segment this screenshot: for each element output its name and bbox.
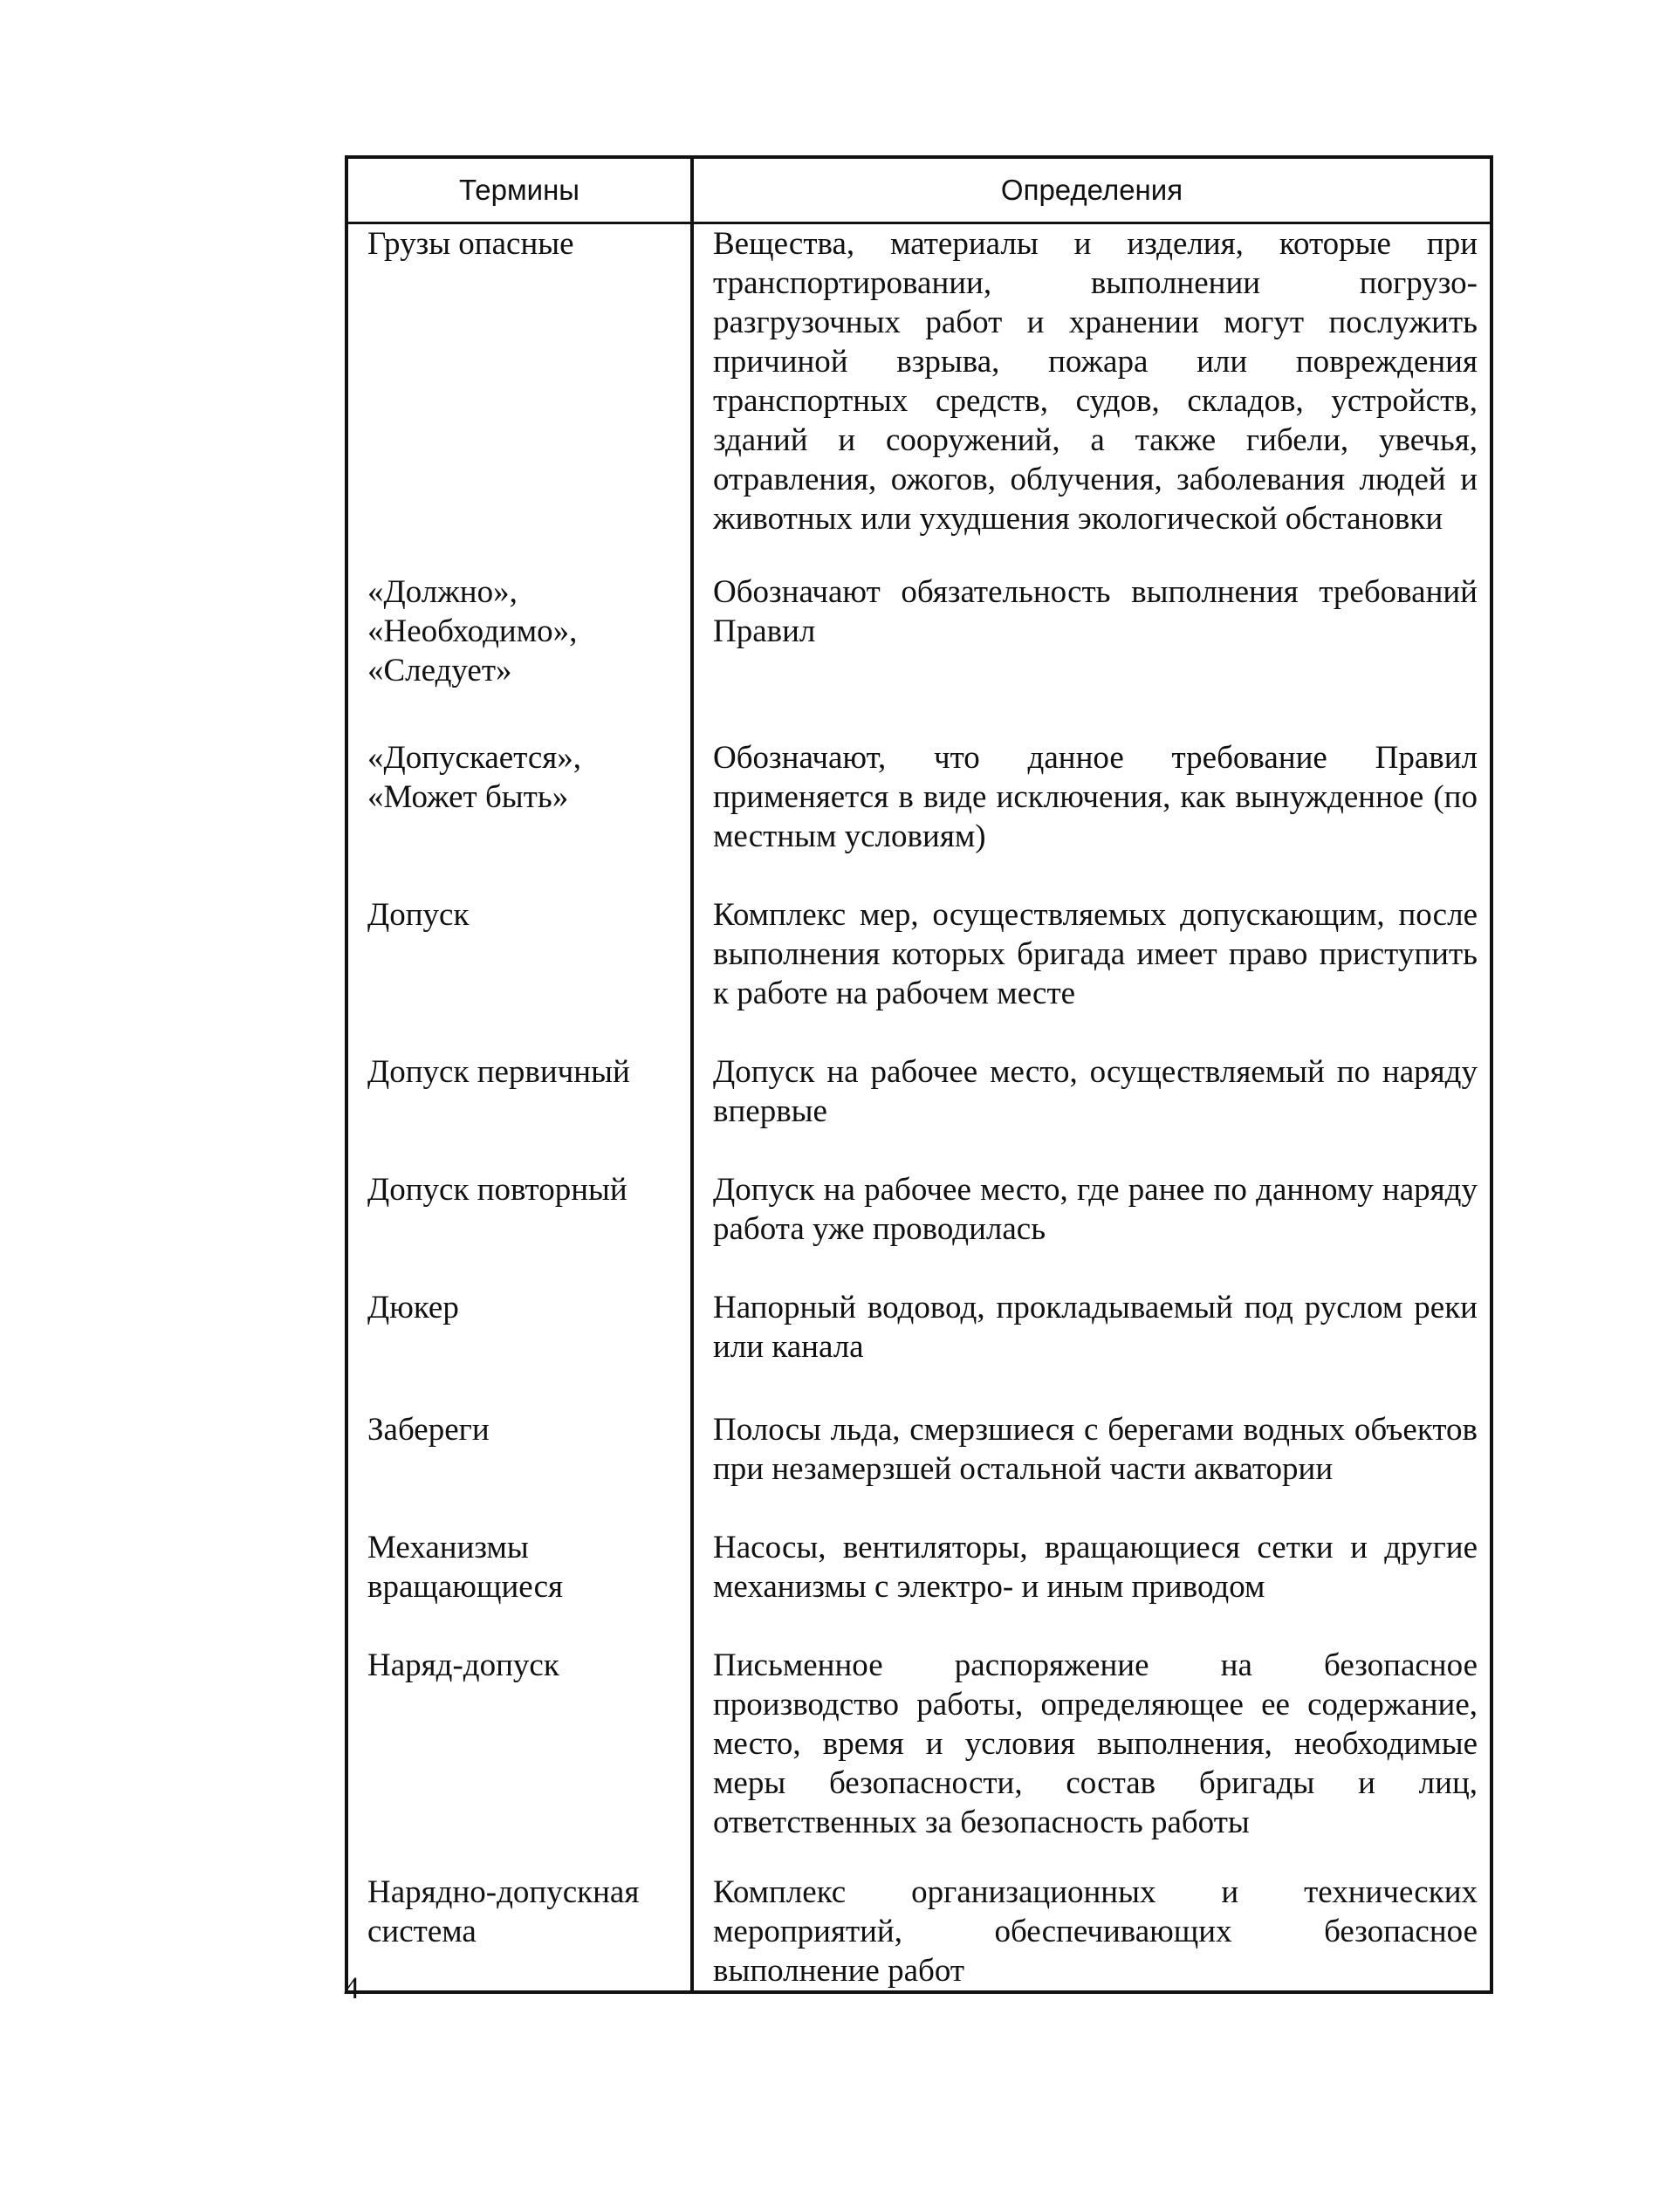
definition-cell: Вещества, материалы и изделия, которые при транспортировании, выполнении погрузо-разгрузочных работ и хранении могут послужить причиной взрыва, пожара или повреждения транспортных средств, судов, складов, устройств, зданий и сооружений, а также гибели, увечья, отравления, ожогов, облучения, заболевания людей и животных или ухудшения экологической обстановки: [692, 223, 1491, 572]
table-row: [346, 895, 1491, 1052]
table-row: [346, 738, 1491, 895]
term-cell: Забереги: [346, 1410, 692, 1528]
definition-cell: Допуск на рабочее место, осуществляемый по наряду впервые: [692, 1052, 1491, 1170]
table-row: [346, 572, 1491, 738]
header-terms: Термины: [346, 157, 692, 223]
term-cell: «Допускается», «Может быть»: [346, 738, 692, 895]
definition-cell: Допуск на рабочее место, где ранее по данному наряду работа уже проводилась: [692, 1170, 1491, 1288]
term-cell: Дюкер: [346, 1288, 692, 1410]
header-definitions: Определения: [692, 157, 1491, 223]
table-row: [346, 1052, 1491, 1170]
term-cell: Нарядно-допускная система: [346, 1873, 692, 1992]
definition-cell: Комплекс организационных и технических мероприятий, обеспечивающих безопасное выполнение работ: [692, 1873, 1491, 1992]
definition-cell: Письменное распоряжение на безопасное производство работы, определяющее ее содержание, место, время и условия выполнения, необходимые меры безопасности, состав бригады и лиц, ответственных за безопасность работы: [692, 1646, 1491, 1873]
table-row: [346, 1873, 1491, 1992]
table-row: [346, 1410, 1491, 1528]
term-cell: «Должно», «Необходимо», «Следует»: [346, 572, 692, 738]
definition-cell: Полосы льда, смерзшиеся с берегами водных объектов при незамерзшей остальной части акватории: [692, 1410, 1491, 1528]
term-cell: Допуск: [346, 895, 692, 1052]
term-cell: Наряд-допуск: [346, 1646, 692, 1873]
definition-cell: Комплекс мер, осуществляемых допускающим, после выполнения которых бригада имеет право приступить к работе на рабочем месте: [692, 895, 1491, 1052]
table-row: [346, 1646, 1491, 1873]
table-row: [346, 1528, 1491, 1646]
definition-cell: Насосы, вентиляторы, вращающиеся сетки и другие механизмы с электро- и иным приводом: [692, 1528, 1491, 1646]
term-cell: Допуск повторный: [346, 1170, 692, 1288]
terms-definitions-table: [345, 155, 1493, 1994]
definition-cell: Обозначают, что данное требование Правил применяется в виде исключения, как вынужденное (по местным условиям): [692, 738, 1491, 895]
term-cell: Грузы опасные: [346, 223, 692, 572]
table-row: [346, 1170, 1491, 1288]
definition-cell: Обозначают обязательность выполнения требований Правил: [692, 572, 1491, 738]
term-cell: Механизмы вращающиеся: [346, 1528, 692, 1646]
definition-cell: Напорный водовод, прокладываемый под руслом реки или канала: [692, 1288, 1491, 1410]
page-number: 4: [344, 1970, 360, 2005]
table-header-row: [346, 157, 1491, 223]
table-row: [346, 223, 1491, 572]
term-cell: Допуск первичный: [346, 1052, 692, 1170]
table-row: [346, 1288, 1491, 1410]
